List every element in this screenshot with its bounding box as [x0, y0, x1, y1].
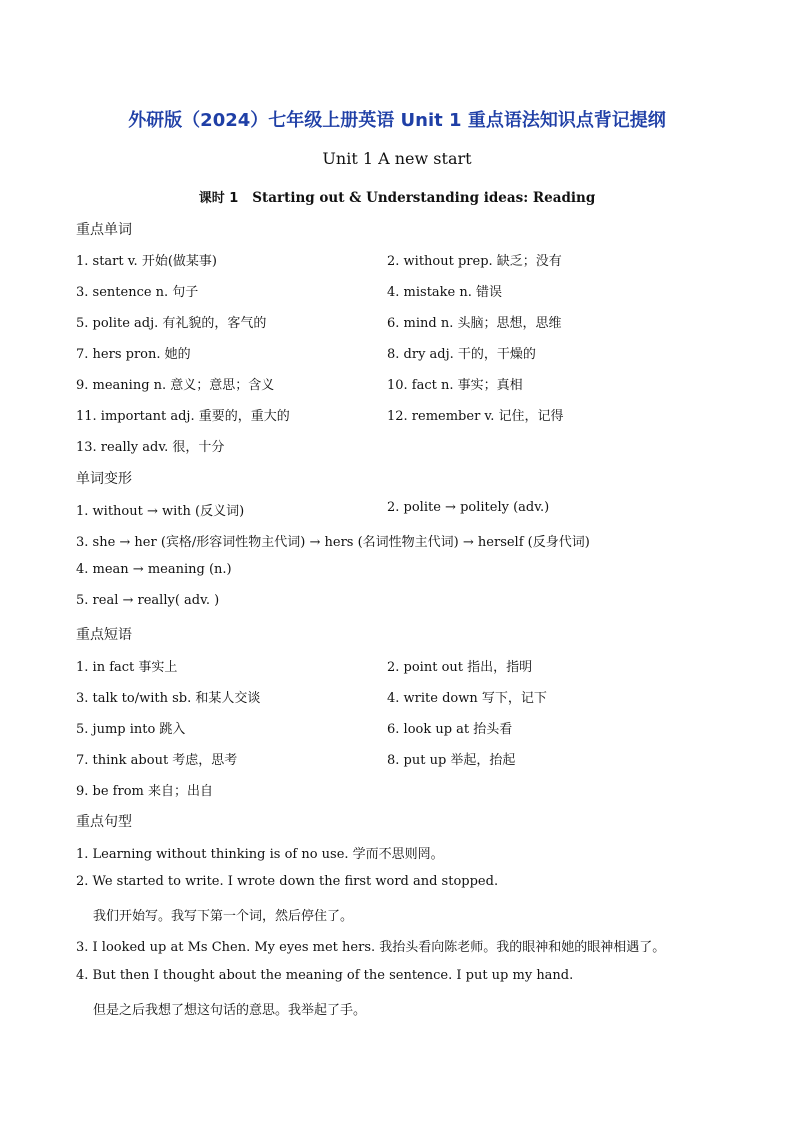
vocab-row [76, 250, 736, 270]
forms-row [76, 500, 736, 520]
unit-subtitle: Unit 1 A new start [322, 149, 472, 168]
vocab-row [76, 281, 736, 301]
phrase-item: 1. in fact 事实上 [76, 660, 178, 675]
phrase-item: 5. jump into 跳入 [76, 722, 186, 737]
form-item: 3. she → her (宾格/形容词性物主代词) → hers (名词性物主代词) → herself (反身代词) [76, 535, 590, 550]
vocab-item: 10. fact n. 事实；真相 [387, 378, 523, 393]
vocab-row [76, 405, 736, 425]
forms-heading: 单词变形 [76, 471, 132, 487]
sentence-line: 4. But then I thought about the meaning of the sentence. I put up my hand. [76, 968, 574, 983]
vocab-item: 1. start v. 开始(做某事) [76, 254, 217, 269]
phrases-row [76, 718, 736, 738]
vocab-item: 2. without prep. 缺乏；没有 [387, 254, 562, 269]
vocab-item: 7. hers pron. 她的 [76, 347, 191, 362]
phrases-row [76, 780, 736, 800]
sentences-heading: 重点句型 [76, 814, 132, 830]
lesson-text: Starting out & Understanding ideas: Reading [252, 190, 596, 206]
document-title: 外研版（2024）七年级上册英语 Unit 1 重点语法知识点背记提纲 [128, 110, 666, 131]
phrases-heading: 重点短语 [76, 627, 132, 643]
vocab-row [76, 343, 736, 363]
form-item: 4. mean → meaning (n.) [76, 562, 232, 577]
phrase-item: 2. point out 指出，指明 [387, 660, 533, 675]
form-item: 2. polite → politely (adv.) [387, 500, 550, 515]
phrase-item: 7. think about 考虑，思考 [76, 753, 238, 768]
vocab-item: 4. mistake n. 错误 [387, 285, 503, 300]
vocab-item: 5. polite adj. 有礼貌的，客气的 [76, 316, 267, 331]
phrases-row [76, 749, 736, 769]
phrase-item: 3. talk to/with sb. 和某人交谈 [76, 691, 261, 706]
form-item: 1. without → with (反义词) [76, 504, 245, 519]
sentence-line: 3. I looked up at Ms Chen. My eyes met hers. 我抬头看向陈老师。我的眼神和她的眼神相遇了。 [76, 940, 666, 955]
vocab-item: 12. remember v. 记住，记得 [387, 409, 564, 424]
phrase-item: 8. put up 举起，抬起 [387, 753, 516, 768]
vocab-item: 9. meaning n. 意义；意思；含义 [76, 378, 275, 393]
vocab-item: 3. sentence n. 句子 [76, 285, 199, 300]
vocab-item: 6. mind n. 头脑；思想，思维 [387, 316, 562, 331]
lesson-label: 课时 1 [198, 191, 239, 206]
phrase-item: 6. look up at 抬头看 [387, 722, 513, 737]
vocab-item: 11. important adj. 重要的，重大的 [76, 409, 290, 424]
lesson-heading [0, 187, 794, 206]
sentence-translation: 我们开始写。我写下第一个词，然后停住了。 [93, 909, 354, 924]
vocab-item: 13. really adv. 很，十分 [76, 440, 225, 455]
vocab-row [76, 374, 736, 394]
phrase-item: 4. write down 写下，记下 [387, 691, 547, 706]
vocab-row [76, 436, 736, 456]
vocab-heading: 重点单词 [76, 222, 132, 238]
phrases-row [76, 687, 736, 707]
sentence-line: 1. Learning without thinking is of no use. 学而不思则罔。 [76, 847, 444, 862]
form-item: 5. real → really( adv. ) [76, 593, 220, 608]
phrases-row [76, 656, 736, 676]
sentence-line: 2. We started to write. I wrote down the first word and stopped. [76, 874, 499, 889]
vocab-item: 8. dry adj. 干的，干燥的 [387, 347, 536, 362]
phrase-item: 9. be from 来自；出自 [76, 784, 213, 799]
sentence-translation: 但是之后我想了想这句话的意思。我举起了手。 [93, 1003, 367, 1018]
vocab-row [76, 312, 736, 332]
